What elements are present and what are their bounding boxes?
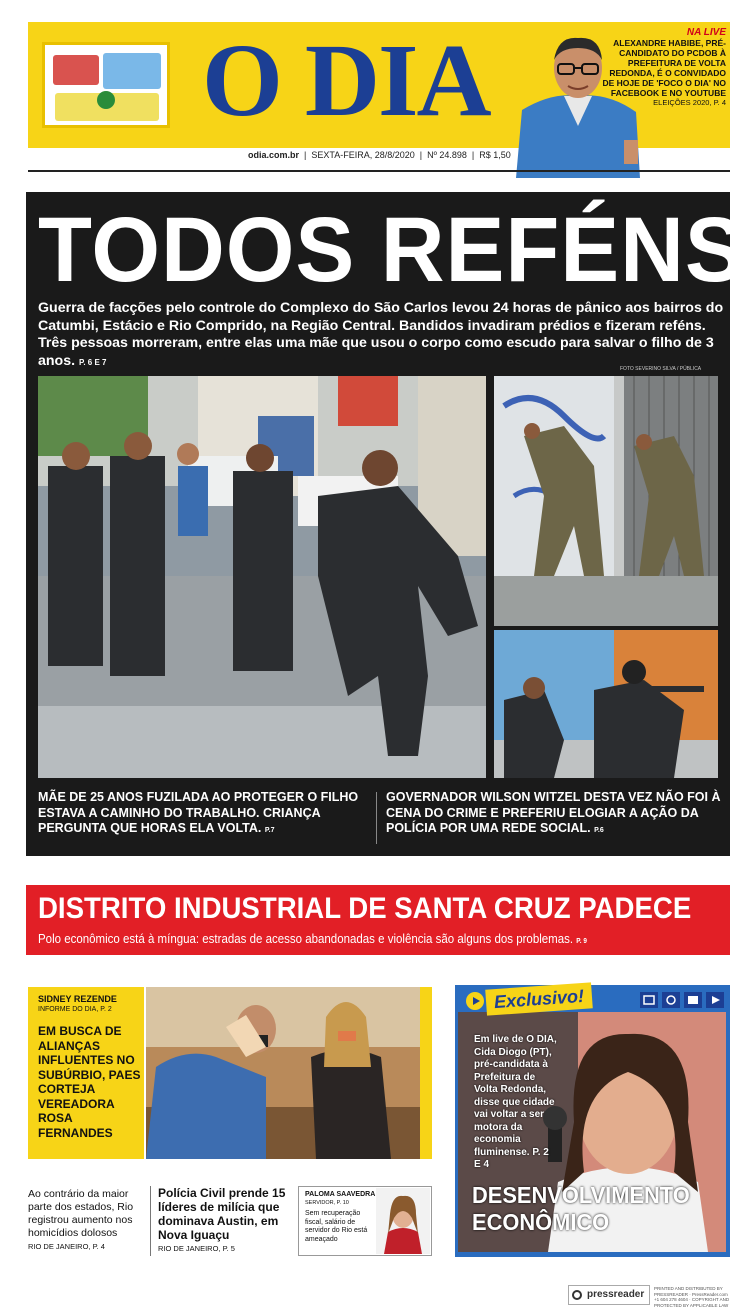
red-story-subtitle [38,931,673,950]
bottom-story-militia[interactable] [158,1186,290,1256]
exclusive-text [474,1034,558,1172]
photo-soldiers-wall[interactable] [494,376,718,626]
main-photo-police[interactable] [38,376,486,778]
live-teaser[interactable] [596,28,726,108]
story2-place: RIO DE JANEIRO, P. 5 [158,1244,235,1253]
sub-right-ref: P.6 [594,827,604,834]
sub-story-left[interactable] [38,790,368,839]
masthead-rule [28,170,730,172]
story3-author: PALOMA SAAVEDRA [305,1191,376,1198]
main-lede-ref: P. 6 E 7 [79,357,107,367]
story3-text: Sem recuperação fiscal, salário de servidor do Rio está ameaçado [305,1210,368,1243]
columnist-paloma-photo [376,1188,430,1254]
story3-section: SERVIDOR, P. 10 [305,1200,349,1206]
column-author: SIDNEY REZENDE [38,994,117,1004]
story1-place: RIO DE JANEIRO, P. 4 [28,1242,105,1251]
newspaper-logo[interactable]: O DIA [202,23,490,138]
issue-info-bar: odia.com.br | SEXTA-FEIRA, 28/8/2020 | Nº 24.898 | R$ 1,50 [248,150,511,160]
bottom-divider [150,1186,151,1256]
live-text: ALEXANDRE HABIBE, PRÉ-CANDIDATO DO PCDOB À PREFEITURA DE VOLTA REDONDA, É O CONVIDADO DE HOJE DE 'FOCO O DIA' NO FACEBOOK E NO YOUTUBE [602,38,726,98]
main-lede-text: Guerra de facções pelo controle do Complexo do São Carlos levou 24 horas de pânico aos bairros do Catumbi, Estácio e Rio Comprido, na Região Central. Bandidos invadiram prédios e fizeram reféns. Três pessoas morreram, entre elas uma mãe que usou o corpo como escudo para salvar o filho de 3 anos. [38,300,724,369]
story2-text: Polícia Civil prende 15 líderes de milícia que dominava Austin, em Nova Iguaçu [158,1186,286,1242]
red-story-title[interactable]: DISTRITO INDUSTRIAL DE SANTA CRUZ PADECE [38,892,692,925]
red-story-ref: P. 9 [576,938,587,945]
play-icon[interactable] [466,992,484,1010]
issue-date: SEXTA-FEIRA, 28/8/2020 [311,150,415,160]
column-headline[interactable]: EM BUSCA DE ALIANÇAS INFLUENTES NO SUBÚRBIO, PAES CORTEJA VEREADORA ROSA FERNANDES [38,1024,141,1140]
exclusive-text-body: Em live de O DIA, Cida Diogo (PT), pré-candidata à Prefeitura de Volta Redonda, disse que cidade vai voltar a ser motora da economia fluminense. [474,1034,557,1158]
sub-right-text: GOVERNADOR WILSON WITZEL DESTA VEZ NÃO FOI À CENA DO CRIME E PREFERIU ELOGIAR A AÇÃO DA POLÍCIA POR UMA REDE SOCIAL. [386,790,721,835]
issue-price: R$ 1,50 [479,150,511,160]
column-section: INFORME DO DIA, P. 2 [38,1006,112,1013]
sub-divider [376,792,377,844]
exclusive-ref: P. 2 E 4 [474,1146,549,1170]
photo-side-bar [420,987,432,1159]
site-url[interactable]: odia.com.br [248,150,300,160]
issue-number: Nº 24.898 [427,150,467,160]
bottom-story-homicides[interactable] [28,1188,146,1253]
footer-small-print: PRINTED AND DISTRIBUTED BY PRESSREADER · PressReader.com +1 604 278 4604 · COPYRIGHT AND PROTECTED BY APPLICABLE LAW [654,1286,730,1308]
photo-credit: FOTO SEVERINO SILVA / PÚBLICA [620,366,702,372]
exclusive-tag: Exclusivo! [485,982,593,1015]
live-ref: ELEIÇÕES 2020, P. 4 [653,98,726,107]
pressreader-badge[interactable]: pressreader [568,1285,650,1305]
sub-left-text: MÃE DE 25 ANOS FUZILADA AO PROTEGER O FILHO ESTAVA A CAMINHO DO TRABALHO. CRIANÇA PERGUNTA QUE HORAS ELA VOLTA. [38,790,359,835]
story1-text: Ao contrário da maior parte dos estados, Rio registrou aumento nos homicídios dolosos [28,1188,134,1239]
main-headline[interactable]: TODOS REFÉNS [38,199,745,301]
main-lede [38,300,728,371]
sub-story-right[interactable] [386,790,722,839]
live-tag: NA LIVE [686,27,726,38]
sub-left-ref: P.7 [264,827,275,834]
red-story-subtitle-text: Polo econômico está à míngua: estradas de acesso abandonadas e violência são alguns dos problemas. [38,932,574,946]
social-media-icons [640,990,724,1010]
ad-thumbnail[interactable] [42,42,170,128]
photo-politicians[interactable] [146,987,432,1159]
pressreader-icon [572,1290,582,1300]
exclusive-title[interactable]: DESENVOLVIMENTO ECONÔMICO [472,1182,690,1235]
photo-officers-crouching[interactable] [494,630,718,778]
